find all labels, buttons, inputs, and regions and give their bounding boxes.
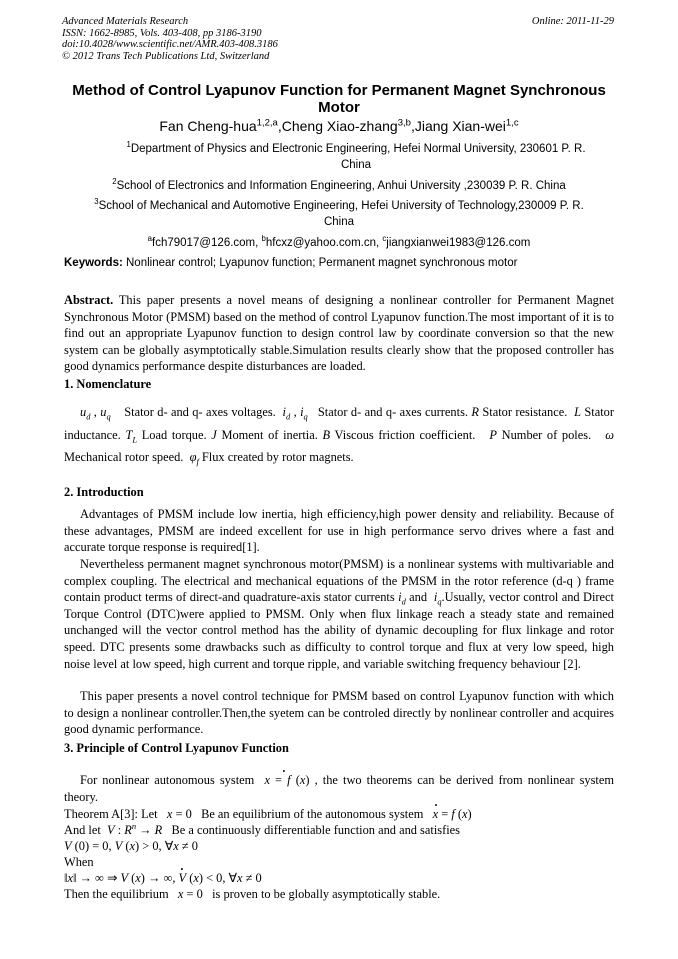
theorem-a-line: Theorem A[3]: Let x = 0 Be an equilibrium of the autonomous system • x = f (x) — [64, 806, 472, 822]
doi: doi:10.4028/www.scientific.net/AMR.403-408.3186 — [62, 39, 278, 51]
abstract-text: This paper presents a novel means of designing a nonlinear controller for Permanent Magnet Synchronous Motor (PMSM) based on the method of control Lyapunov function.The most important of it is to find out an appropriate Lyapunov function to design control law by coordinate conversion so that the new system can be globally asymptotically stable.Simulation results clearly show that the proposed controller has good dynamics performance despite disturbances are loaded. — [64, 293, 615, 374]
author-list: Fan Cheng-hua$^{1,2,a}$,Cheng Xiao-zhang$^{3,b}$,Jiang Xian-wei$^{1,c}$ — [159, 117, 519, 134]
aff-text: China — [340, 159, 372, 171]
nom-text: Moment of inertia. — [221, 427, 318, 442]
nom-text: Viscous friction coefficient. — [334, 427, 476, 442]
author-name: Fan Cheng-hua — [159, 118, 257, 134]
nom-text: Stator inductance. — [64, 405, 614, 442]
author-sup: 1,2,a — [256, 117, 278, 129]
author-name: Cheng Xiao-zhang — [281, 118, 398, 134]
theorem-text: Then the equilibrium — [64, 887, 169, 901]
aff-num: 2 — [112, 177, 117, 187]
then-line: Then the equilibrium x = 0 is proven to be globally asymptotically stable. — [64, 887, 441, 901]
nom-text: Stator resistance. — [482, 405, 568, 419]
author-name: Jiang Xian-wei — [414, 118, 506, 134]
aff-num: 1 — [126, 140, 131, 150]
keywords-label: Keywords: — [64, 257, 123, 269]
intro-paragraph-1: Advantages of PMSM include low inertia, high efficiency,high power density and reliability. Because of these advantages, PMSM are indeed excellent for use in high performance servo drives where a fast and accurate torque response is required[1]. — [64, 507, 614, 555]
email-c: jiangxianwei1983@126.com — [386, 237, 531, 249]
email-sup: b — [261, 234, 266, 244]
intro-paragraph-3: This paper presents a novel control technique for PMSM based on control Lyapunov function with which to design a nonlinear controller.Then,the syetem can be controled directly by nonlinear controller and acquires good dynamic performance. — [64, 689, 614, 737]
online-date: Online: 2011-11-29 — [531, 16, 614, 27]
nom-text: Stator d- and q- axes voltages. — [124, 405, 276, 419]
journal-name: Advanced Materials Research — [62, 16, 189, 27]
keywords-text: Nonlinear control; Lyapunov function; Permanent magnet synchronous motor — [126, 257, 518, 269]
keywords — [64, 257, 517, 269]
and-let-line: And let V : $R^n \to R$ Be a continuously differentiable function and and satisfies — [64, 820, 460, 837]
section-heading-3: 3. Principle of Control Lyapunov Function — [64, 741, 289, 755]
author-sup: 1,c — [505, 117, 519, 129]
section-heading-2: 2. Introduction — [64, 485, 144, 499]
section-heading-1: 1. Nomenclature — [64, 377, 152, 391]
aff-text: Department of Physics and Electronic Engineering, Hefei Normal University, 230601 P. R. — [130, 143, 586, 155]
nom-text: Stator d- and q- axes currents. — [317, 405, 468, 419]
issn: ISSN: 1662-8985, Vols. 403-408, pp 3186-3190 — [62, 27, 262, 39]
theorem-text: Theorem A[3]: Let — [64, 807, 158, 821]
intro-paragraph-2: Nevertheless permanent magnet synchronous motor(PMSM) is a nonlinear systems with multivariable and complex coupling. The electrical and mechanical equations of the PMSM in the rotor reference (d-q ) frame contain product terms of direct-and quadrature-axis stator currents $i_d$ and $i_q.Usually$, vector control and Direct Torque Control (DTC)were applied to PMSM. Only when flux linkage reach a steady state and remained unchanged will the vector control method has the ability of dynamic decoupling for flux linkage and rotor speed. DTC presents some drawbacks such as difficulty to control torque and flux at very low speed, high noise level at low speed, high current and torque ripple, and variable switching frequency behaviour [2]. — [64, 557, 614, 671]
intro-text: Nevertheless permanent magnet synchronous motor(PMSM) is a nonlinear systems with multivariable and complex coupling. The electrical and mechanical equations of the PMSM in the rotor reference (d-q ) frame contain product terms of direct-and quadrature-axis stator currents — [64, 557, 614, 605]
nom-text: Mechanical rotor speed. — [64, 450, 184, 464]
email-line: $^a$fch79017@126.com, $^b$hfcxz@yahoo.com.cn, $^c$jiangxianwei1983@126.com — [147, 234, 531, 249]
email-sup: c — [382, 234, 387, 244]
principle-text: , the two theorems can be derived from nonlinear system theory. — [64, 773, 614, 804]
when-line: When — [64, 855, 94, 869]
nom-text: Flux created by rotor magnets. — [201, 450, 354, 464]
condition-2: ‖x‖ → ∞ ⇒ V (x) → ∞, • V (x) < 0, ∀x ≠ 0 — [64, 870, 262, 886]
aff-text: School of Mechanical and Automotive Engineering, Hefei University of Technology,230009 P. R. — [98, 200, 584, 212]
journal-header — [62, 16, 278, 62]
affiliation-3 — [62, 198, 616, 230]
affiliation-1 — [96, 141, 616, 173]
aff-text: China — [323, 216, 355, 228]
theorem-text: Be a continuously differentiable function and and satisfies — [171, 823, 460, 837]
nom-text: Load torque. — [141, 427, 207, 442]
theorem-text: Be an equilibrium of the autonomous system — [201, 807, 424, 821]
condition-1: V (0) = 0, V (x) > 0, ∀x ≠ 0 — [64, 839, 198, 853]
theorem-text: is proven to be globally asymptotically stable. — [212, 887, 441, 901]
email-b: hfcxz@yahoo.com.cn — [265, 237, 376, 249]
email-sup: a — [147, 234, 153, 244]
aff-num: 3 — [94, 197, 99, 207]
aff-text: School of Electronics and Information Engineering, Anhui University ,230039 P. R. China — [116, 180, 566, 192]
email-a: fch79017@126.com — [152, 237, 256, 249]
principle-paragraph: For nonlinear autonomous system • x = f (x) , the two theorems can be derived from nonlinear system theory. — [64, 772, 614, 805]
abstract-label: Abstract. — [64, 293, 114, 307]
copyright: © 2012 Trans Tech Publications Ltd, Switzerland — [62, 50, 270, 62]
nomenclature: $u_d$ , $u_q$ Stator d- and q- axes voltages. $i_d$ , $i_q$ Stator d- and q- axes currents. R Stator resistance. L Stator inductance. $T_L$ Load torque. J Moment of inertia. B Viscous friction coefficient. P Number of poles. ω Mechanical rotor speed. $\varphi_f$ Flux created by rotor magnets. — [64, 405, 614, 467]
paper-title: Method of Control Lyapunov Function for Permanent Magnet Synchronous Motor — [72, 82, 606, 116]
intro-text: .Usually, vector control and Direct Torque Control (DTC)were applied to PMSM. Only when flux linkage reach a steady state and remained unchanged will the vector control method has the ability of dynamic decoupling for flux linkage and rotor speed. DTC presents some drawbacks such as difficulty to control torque and flux at very low speed, high noise level at low speed, high current and torque ripple, and variable switching frequency behaviour [2]. — [64, 590, 614, 671]
affiliation-2 — [62, 178, 616, 194]
principle-text: For nonlinear autonomous system — [80, 773, 255, 787]
theorem-text: And let — [64, 823, 101, 837]
nom-text: Number of poles. — [501, 427, 592, 442]
abstract — [64, 292, 614, 375]
author-sup: 3,b — [397, 117, 411, 129]
